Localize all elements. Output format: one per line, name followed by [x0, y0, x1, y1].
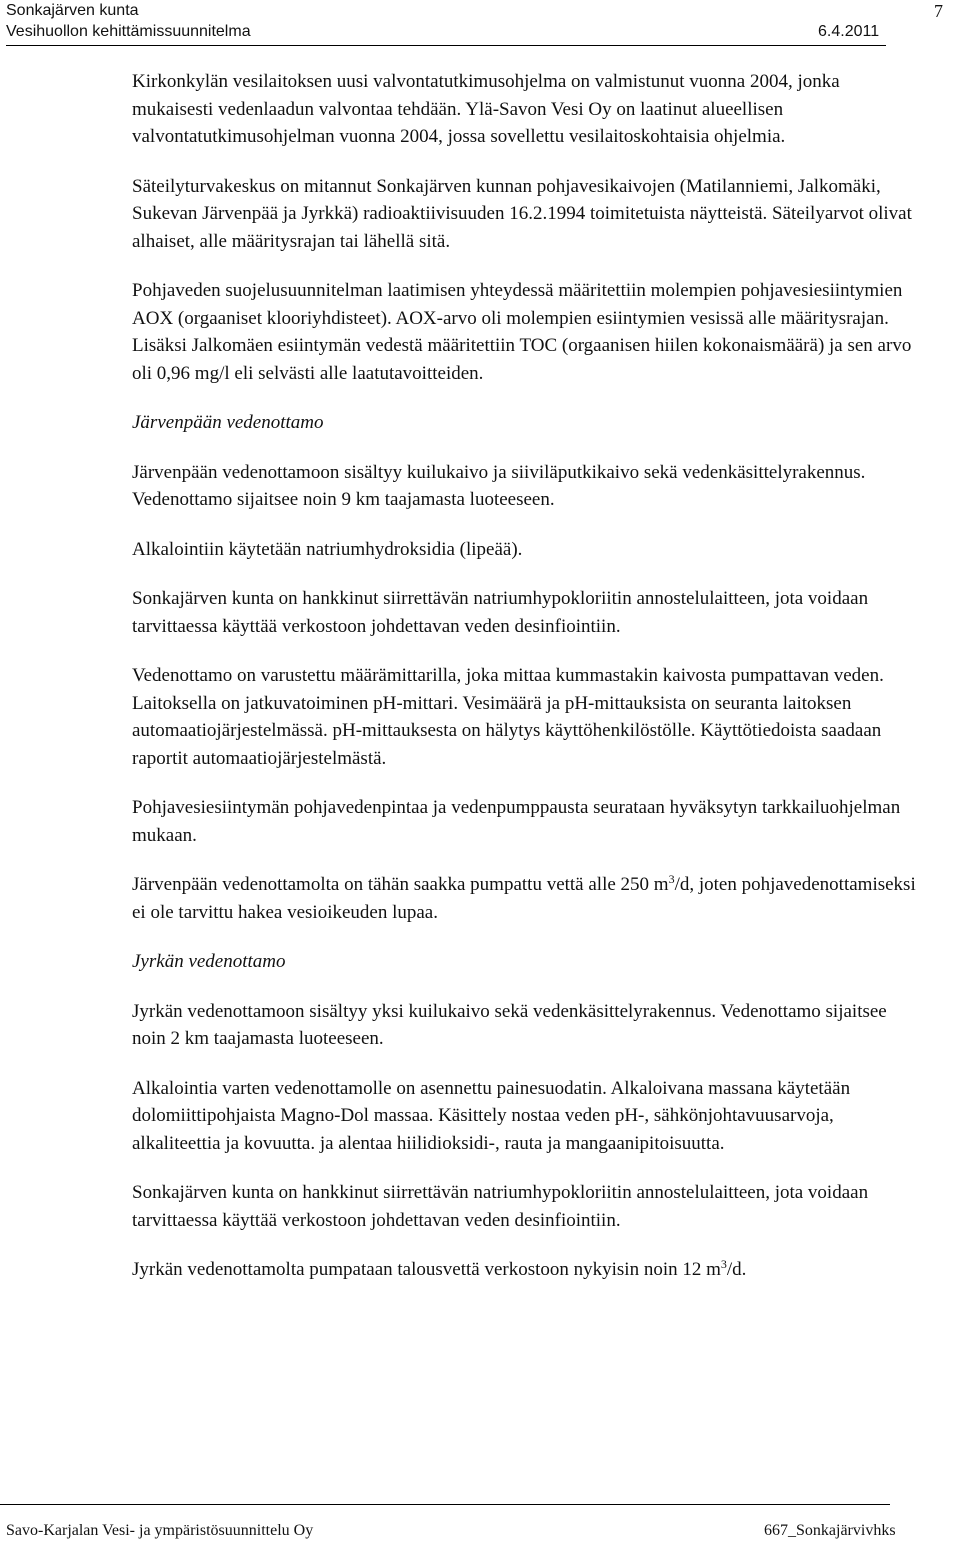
header-date: 6.4.2011	[818, 23, 880, 40]
paragraph: Alkalointia varten vedenottamolle on asennettu painesuodatin. Alkaloivana massana käytetään dolomiittipohjaista Magno-Dol massaa. Käsittely nostaa veden pH-, sähkönjohtavuusarvoja, alkaliteettia ja kovuutta. ja alentaa hiilidioksidi-, rauta ja mangaanipitoisuutta.	[132, 1077, 851, 1154]
page-header	[6, 0, 251, 42]
text-span: Jyrkän vedenottamolta pumpataan talousvettä verkostoon nykyisin noin 12 m	[132, 1259, 721, 1280]
header-document-title: Vesihuollon kehittämissuunnitelma	[6, 23, 251, 40]
footer-doc-code: 667_Sonkajärvivhks	[764, 1522, 896, 1539]
section-heading-jyrkka: Jyrkän vedenottamo	[132, 951, 286, 972]
paragraph-pumping-volume	[132, 871, 922, 926]
footer-divider	[0, 1504, 890, 1505]
paragraph: Jyrkän vedenottamoon sisältyy yksi kuilukaivo sekä vedenkäsittelyrakennus. Vedenottamo sijaitsee noin 2 km taajamasta luoteeseen.	[132, 1000, 887, 1049]
paragraph: Sonkajärven kunta on hankkinut siirrettävän natriumhypokloriitin annostelulaitteen, jota voidaan tarvittaessa käyttää verkostoon johdettavan veden desinfiointiin.	[132, 588, 869, 637]
document-body	[132, 68, 922, 1306]
footer-company: Savo-Karjalan Vesi- ja ympäristösuunnittelu Oy	[6, 1522, 314, 1539]
paragraph: Kirkonkylän vesilaitoksen uusi valvontatutkimusohjelma on valmistunut vuonna 2004, jonka mukaisesti vedenlaadun valvontaa tehdään. Ylä-Savon Vesi Oy on laatinut alueellisen valvontatutkimusohjelman vuonna 2004, jossa sovellettu vesilaitoskohtaisia ohjelmia.	[132, 71, 840, 147]
superscript: 3	[720, 1257, 727, 1271]
text-span: /d, joten pohjavedenottamiseksi ei ole tarvittu hakea vesioikeuden lupaa.	[132, 874, 916, 923]
superscript: 3	[668, 872, 675, 886]
header-organization: Sonkajärven kunta	[6, 2, 139, 19]
paragraph: Järvenpään vedenottamoon sisältyy kuilukaivo ja siiviläputkikaivo sekä vedenkäsittelyrakennus. Vedenottamo sijaitsee noin 9 km taajamasta luoteeseen.	[132, 461, 866, 510]
paragraph: Sonkajärven kunta on hankkinut siirrettävän natriumhypokloriitin annostelulaitteen, jota voidaan tarvittaessa käyttää verkostoon johdettavan veden desinfiointiin.	[132, 1182, 869, 1231]
header-divider	[6, 45, 886, 46]
text-span: /d.	[726, 1259, 747, 1280]
paragraph: Säteilyturvakeskus on mitannut Sonkajärven kunnan pohjavesikaivojen (Matilanniemi, Jalkomäki, Sukevan Järvenpää ja Jyrkkä) radioaktiivisuuden 16.2.1994 toimitetuista näytteistä. Säteilyarvot olivat alhaiset, alle määritysrajan tai lähellä sitä.	[132, 175, 912, 252]
text-span: Järvenpään vedenottamolta on tähän saakka pumpattu vettä alle 250 m	[132, 874, 669, 895]
page-number: 7	[934, 1, 943, 21]
paragraph: Pohjaveden suojelusuunnitelman laatimisen yhteydessä määritettiin molempien pohjavesiesiintymien AOX (orgaaniset klooriyhdisteet). AOX-arvo oli molempien esiintymien vesissä alle määritysrajan. Lisäksi Jalkomäen esiintymän vedestä määritettiin TOC (orgaanisen hiilen kokonaismäärä) ja sen arvo oli 0,96 mg/l eli selvästi alle laatutavoitteiden.	[132, 280, 912, 384]
paragraph: Vedenottamo on varustettu määrämittarilla, joka mittaa kummastakin kaivosta pumpattavan veden. Laitoksella on jatkuvatoiminen pH-mittari. Vesimäärä ja pH-mittauksista on seuranta laitoksen automaatiojärjestelmässä. pH-mittauksesta on hälytys käyttöhenkilöstölle. Käyttötiedoista saadaan raportit automaatiojärjestelmästä.	[132, 665, 884, 769]
paragraph-pumping-volume	[132, 1256, 922, 1284]
section-heading-jarvenpaa: Järvenpään vedenottamo	[132, 412, 324, 433]
paragraph: Pohjavesiesiintymän pohjavedenpintaa ja vedenpumppausta seurataan hyväksytyn tarkkailuohjelman mukaan.	[132, 797, 901, 846]
paragraph: Alkalointiin käytetään natriumhydroksidia (lipeää).	[132, 538, 523, 560]
